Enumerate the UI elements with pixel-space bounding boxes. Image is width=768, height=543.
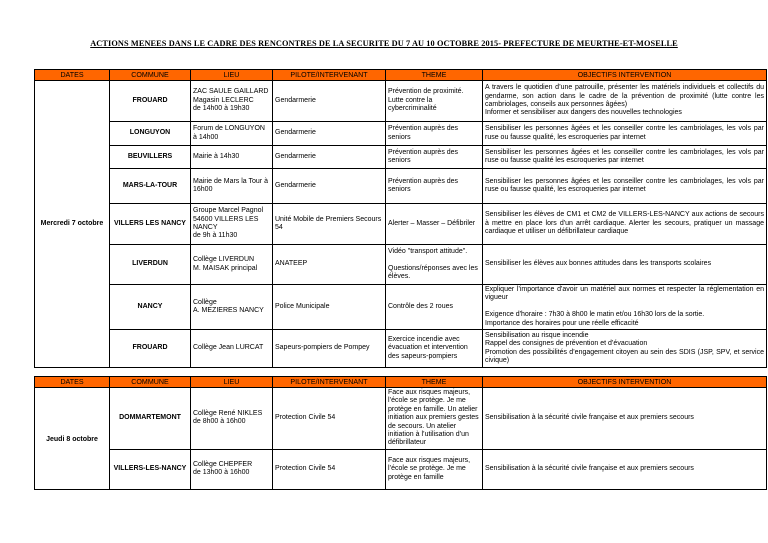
table-row (35, 81, 767, 122)
pilote-cell: Unité Mobile de Premiers Secours 54 (273, 204, 386, 245)
table-row (35, 449, 767, 489)
objectif-cell: Sensibilisation à la sécurité civile française et aux premiers secours (483, 388, 767, 450)
pilote-cell: Gendarmerie (273, 146, 386, 169)
commune-cell: LONGUYON (110, 122, 191, 146)
commune-cell: VILLERS LES NANCY (110, 204, 191, 245)
objectif-cell: Sensibilisation à la sécurité civile française et aux premiers secours (483, 449, 767, 489)
table-row (35, 122, 767, 146)
table-row (35, 146, 767, 169)
table-row (35, 169, 767, 204)
header-dates: DATES (35, 70, 110, 81)
objectif-cell: Sensibiliser les élèves de CM1 et CM2 de VILLERS-LES-NANCY aux actions de secours à mettre en place lors d'un arrêt cardiaque. Alerter les secours, pratiquer un massage cardiaque et utiliser un défibrillateur cardiaque (483, 204, 767, 245)
table-row (35, 245, 767, 285)
theme-cell: Alerter – Masser – Défibriler (386, 204, 483, 245)
header-commune: COMMUNE (110, 377, 191, 388)
objectif-cell: A travers le quotidien d’une patrouille, présenter les matériels individuels et collectifs du gendarme, son action dans le cadre de la prévention de proximité (lutte contre les cambriolages, conseils aux personnes âgées) Informer et sensibiliser aux dangers des nouvelles technologies (483, 81, 767, 122)
table-header-row (35, 70, 767, 81)
header-pilote: PILOTE/INTERVENANT (273, 70, 386, 81)
commune-cell: DOMMARTEMONT (110, 388, 191, 450)
theme-cell: Exercice incendie avec évacuation et intervention des sapeurs-pompiers (386, 330, 483, 368)
date-cell: Mercredi 7 octobre (35, 81, 110, 368)
pilote-cell: Protection Civile 54 (273, 449, 386, 489)
pilote-cell: Protection Civile 54 (273, 388, 386, 450)
schedule-table-wednesday (34, 69, 767, 368)
table-row (35, 204, 767, 245)
objectif-cell: Sensibilisation au risque incendie Rappel des consignes de prévention et d’évacuation Promotion des possibilités d’engagement citoyen au sein des SDIS (JSP, SPV, et service civique) (483, 330, 767, 368)
header-dates: DATES (35, 377, 110, 388)
table-row (35, 388, 767, 450)
commune-cell: VILLERS-LES-NANCY (110, 449, 191, 489)
theme-cell: Prévention de proximité. Lutte contre la cybercriminalité (386, 81, 483, 122)
objectif-cell: Expliquer l'importance d'avoir un matériel aux normes et respecter la réglementation en vigueur Exigence d'horaire : 7h30 à 8h00 le matin et/ou 16h30 lors de la sortie. Importance des horaires pour une réelle efficacité (483, 285, 767, 330)
header-lieu: LIEU (191, 377, 273, 388)
commune-cell: FROUARD (110, 330, 191, 368)
theme-cell: Face aux risques majeurs, l’école se protège. Je me protège en famille. Un atelier initiation aux premiers gestes de secours. Un atelier initiation à l’utilisation d’un défibrillateur (386, 388, 483, 450)
pilote-cell: Police Municipale (273, 285, 386, 330)
theme-cell: Face aux risques majeurs, l’école se protège. Je me protège en famille (386, 449, 483, 489)
header-theme: THEME (386, 70, 483, 81)
commune-cell: NANCY (110, 285, 191, 330)
page-title: ACTIONS MENEES DANS LE CADRE DES RENCONTRES DE LA SECURITE DU 7 AU 10 OCTOBRE 2015- PREFECTURE DE MEURTHE-ET-MOSELLE (90, 39, 678, 48)
table-row (35, 285, 767, 330)
pilote-cell: Gendarmerie (273, 122, 386, 146)
lieu-cell: Collège A. MEZIERES NANCY (191, 285, 273, 330)
lieu-cell: Collège CHEPFER de 13h00 à 16h00 (191, 449, 273, 489)
commune-cell: FROUARD (110, 81, 191, 122)
pilote-cell: Gendarmerie (273, 169, 386, 204)
commune-cell: BEUVILLERS (110, 146, 191, 169)
lieu-cell: Groupe Marcel Pagnol 54600 VILLERS LES NANCY de 9h à 11h30 (191, 204, 273, 245)
lieu-cell: ZAC SAULE GAILLARD Magasin LECLERC de 14h00 à 19h30 (191, 81, 273, 122)
theme-cell: Prévention auprès des seniors (386, 146, 483, 169)
theme-cell: Vidéo "transport attitude". Questions/réponses avec les élèves. (386, 245, 483, 285)
pilote-cell: Gendarmerie (273, 81, 386, 122)
objectif-cell: Sensibiliser les élèves aux bonnes attitudes dans les transports scolaires (483, 245, 767, 285)
header-commune: COMMUNE (110, 70, 191, 81)
commune-cell: MARS-LA-TOUR (110, 169, 191, 204)
header-lieu: LIEU (191, 70, 273, 81)
commune-cell: LIVERDUN (110, 245, 191, 285)
pilote-cell: ANATEEP (273, 245, 386, 285)
header-objectifs: OBJECTIFS INTERVENTION (483, 70, 767, 81)
lieu-cell: Mairie à 14h30 (191, 146, 273, 169)
lieu-cell: Collège LIVERDUN M. MAISAK principal (191, 245, 273, 285)
date-cell: Jeudi 8 octobre (35, 388, 110, 490)
header-pilote: PILOTE/INTERVENANT (273, 377, 386, 388)
lieu-cell: Collège René NIKLES de 8h00 à 16h00 (191, 388, 273, 450)
schedule-table-thursday (34, 376, 767, 490)
header-theme: THEME (386, 377, 483, 388)
header-objectifs: OBJECTIFS INTERVENTION (483, 377, 767, 388)
theme-cell: Contrôle des 2 roues (386, 285, 483, 330)
table-header-row (35, 377, 767, 388)
objectif-cell: Sensibiliser les personnes âgées et les conseiller contre les cambriolages, les vols par ruse ou fausse qualité, les escroqueries par internet (483, 122, 767, 146)
lieu-cell: Collège Jean LURCAT (191, 330, 273, 368)
theme-cell: Prévention auprès des seniors (386, 169, 483, 204)
theme-cell: Prévention auprès des seniors (386, 122, 483, 146)
lieu-cell: Forum de LONGUYON à 14h00 (191, 122, 273, 146)
objectif-cell: Sensibiliser les personnes âgées et les conseiller contre les cambriolages, les vols par ruse ou fausse qualité les escroqueries par internet (483, 146, 767, 169)
table-row (35, 330, 767, 368)
objectif-cell: Sensibiliser les personnes âgées et les conseiller contre les cambriolages, les vols par ruse ou fausse qualité, les escroqueries par internet (483, 169, 767, 204)
pilote-cell: Sapeurs-pompiers de Pompey (273, 330, 386, 368)
lieu-cell: Mairie de Mars la Tour à 16h00 (191, 169, 273, 204)
